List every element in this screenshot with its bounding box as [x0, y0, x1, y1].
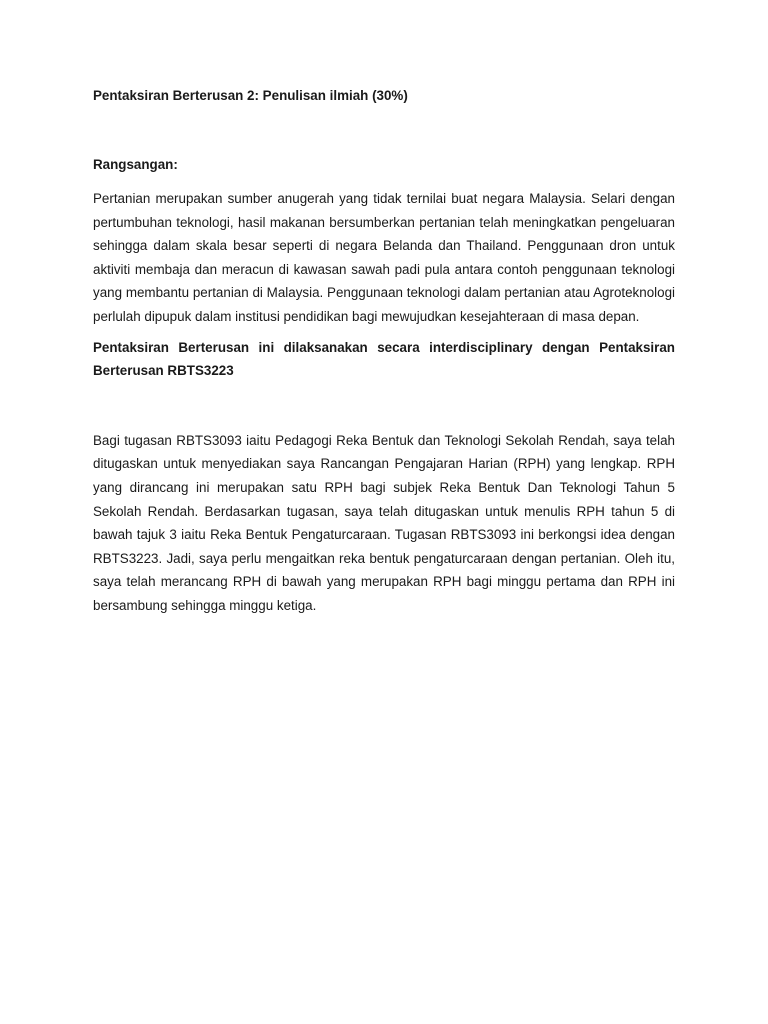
interdisciplinary-note: Pentaksiran Berterusan ini dilaksanakan secara interdisciplinary dengan Pentaksiran Berterusan RBTS3223	[93, 339, 675, 379]
stimulus-heading: Rangsangan:	[93, 157, 178, 172]
document-page	[93, 84, 675, 618]
document-title: Pentaksiran Berterusan 2: Penulisan ilmiah (30%)	[93, 88, 408, 103]
task-paragraph: Bagi tugasan RBTS3093 iaitu Pedagogi Reka Bentuk dan Teknologi Sekolah Rendah, saya telah ditugaskan untuk menyediakan saya Rancangan Pengajaran Harian (RPH) yang lengkap. RPH yang dirancang ini merupakan satu RPH bagi subjek Reka Bentuk Dan Teknologi Tahun 5 Sekolah Rendah. Berdasarkan tugasan, saya telah ditugaskan untuk menulis RPH tahun 5 di bawah tajuk 3 iaitu Reka Bentuk Pengaturcaraan. Tugasan RBTS3093 ini berkongsi idea dengan RBTS3223. Jadi, saya perlu mengaitkan reka bentuk pengaturcaraan dengan pertanian. Oleh itu, saya telah merancang RPH di bawah yang merupakan RPH bagi minggu pertama dan RPH ini bersambung sehingga minggu ketiga.	[93, 432, 675, 613]
stimulus-paragraph: Pertanian merupakan sumber anugerah yang tidak ternilai buat negara Malaysia. Selari dengan pertumbuhan teknologi, hasil makanan bersumberkan pertanian telah meningkatkan pengeluaran sehingga dalam skala besar seperti di negara Belanda dan Thailand. Penggunaan dron untuk aktiviti membaja dan meracun di kawasan sawah padi pula antara contoh penggunaan teknologi yang membantu pertanian di Malaysia. Penggunaan teknologi dalam pertanian atau Agroteknologi perlulah dipupuk dalam institusi pendidikan bagi mewujudkan kesejahteraan di masa depan.	[93, 191, 675, 324]
